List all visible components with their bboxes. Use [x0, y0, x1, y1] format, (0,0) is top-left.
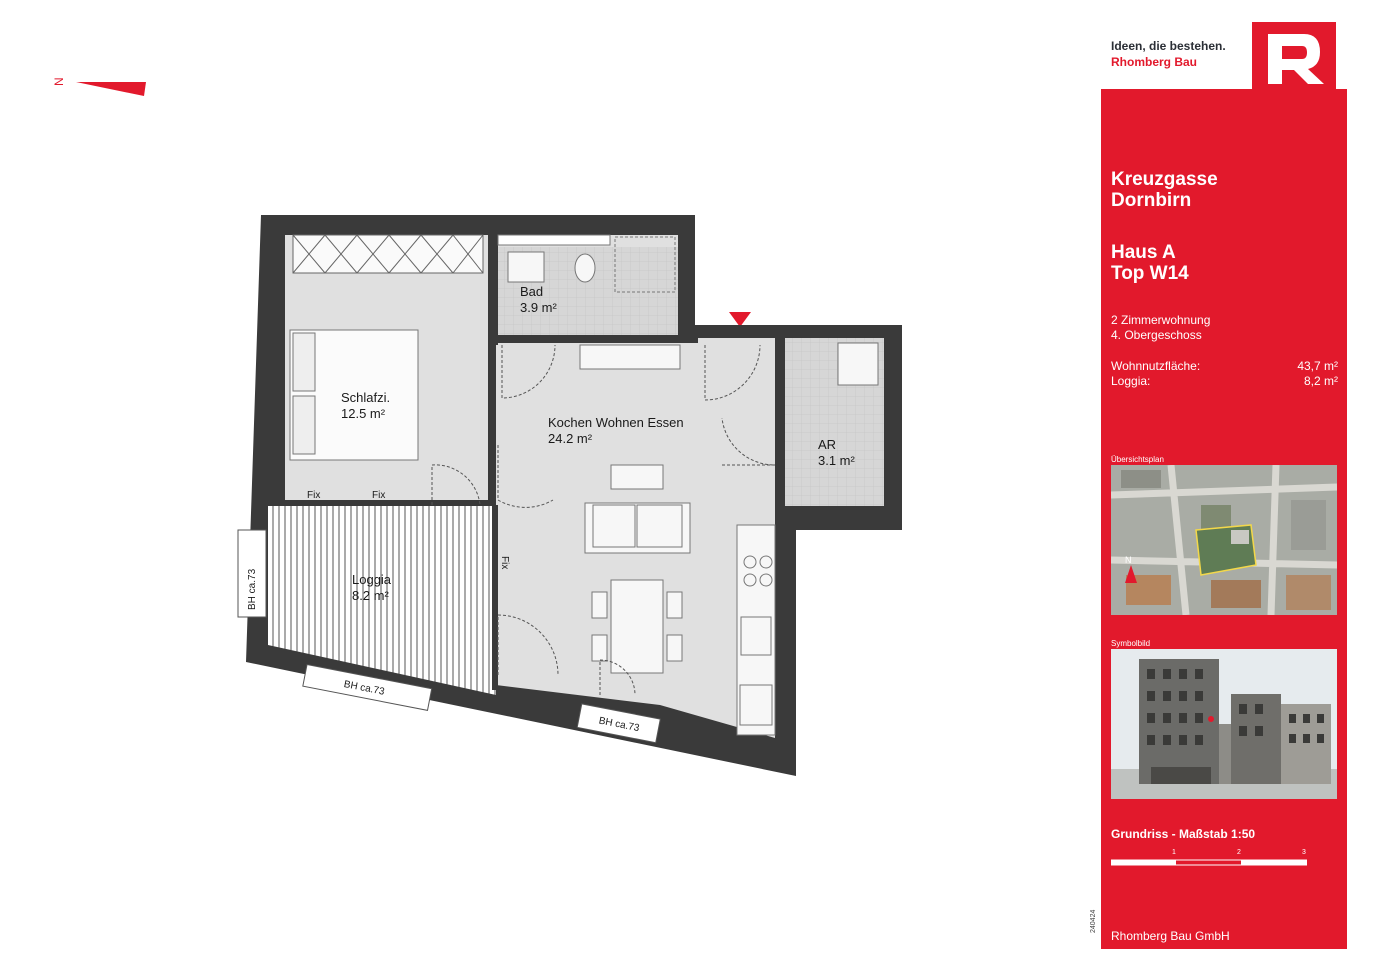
sideboard — [580, 345, 680, 369]
unit-type: 2 Zimmerwohnung — [1111, 313, 1211, 327]
unit-info — [1111, 313, 1210, 343]
sill-height-left: BH ca.73 — [247, 568, 258, 610]
building-rendering — [1111, 649, 1337, 799]
bedroom-area: 12.5 m² — [341, 406, 386, 421]
storage-area: 3.1 m² — [818, 453, 855, 468]
wall-bed-right — [488, 345, 496, 505]
unit-title — [1111, 242, 1189, 284]
living-name: Kochen Wohnen Essen — [548, 415, 684, 430]
loggia-area-row — [1111, 374, 1338, 389]
tagline-line1: Ideen, die bestehen. — [1111, 39, 1226, 53]
scale-title: Grundriss - Maßstab 1:50 — [1111, 827, 1256, 841]
overview-map — [1111, 465, 1337, 615]
north-arrow-icon — [52, 77, 146, 96]
wall-bath-left — [488, 235, 498, 345]
fix-label-1: Fix — [307, 490, 321, 501]
scale-tick-2: 2 — [1237, 849, 1241, 856]
fix-label-2: Fix — [372, 490, 386, 501]
scale-bar-graphic — [1111, 859, 1307, 867]
entrance-marker-icon — [729, 312, 751, 327]
project-title — [1111, 169, 1218, 211]
company-footer: Rhomberg Bau GmbH — [1111, 929, 1230, 943]
logo-mark — [1252, 22, 1336, 92]
bath-name: Bad — [520, 284, 544, 299]
storage-name: AR — [818, 437, 837, 452]
scale-tick-3: 3 — [1302, 849, 1306, 856]
kitchen-counter — [737, 525, 775, 735]
project-line1: Kreuzgasse — [1111, 169, 1218, 190]
overview-caption: Übersichtsplan — [1111, 455, 1164, 464]
living-area-row — [1111, 359, 1338, 374]
project-line2: Dornbirn — [1111, 190, 1192, 211]
tagline-line2: Rhomberg Bau — [1111, 55, 1198, 69]
living-area-value: 43,7 m² — [1297, 359, 1338, 373]
unit-house: Haus A — [1111, 242, 1176, 263]
storage-appliance — [838, 343, 878, 385]
building-rendering-image — [1111, 649, 1337, 799]
wall-loggia-right — [492, 505, 498, 690]
loggia-area-label: Loggia: — [1111, 374, 1151, 388]
wall-bath-bottom — [498, 335, 698, 343]
loggia-name: Loggia — [352, 572, 392, 587]
unit-floor: 4. Obergeschoss — [1111, 328, 1202, 342]
living-area-label: Wohnnutzfläche: — [1111, 359, 1201, 373]
sofa — [585, 503, 690, 553]
unit-top: Top W14 — [1111, 263, 1189, 284]
north-label: N — [52, 77, 66, 86]
window-left — [238, 530, 266, 617]
document-number: 240424 — [1090, 909, 1097, 933]
bath-area: 3.9 m² — [520, 300, 557, 315]
map-north-label: N — [1125, 555, 1132, 565]
bedroom-name: Schlafzi. — [341, 390, 391, 405]
scale-tick-1: 1 — [1172, 849, 1176, 856]
loggia-area: 8.2 m² — [352, 588, 389, 603]
sill-height-bottom-left: BH ca.73 — [342, 679, 386, 698]
living-area: 24.2 m² — [548, 431, 593, 446]
aerial-map-image — [1111, 465, 1337, 615]
wall-ar-left — [776, 338, 785, 408]
rendering-caption: Symbolbild — [1111, 639, 1151, 648]
scale-bar — [1111, 849, 1307, 869]
loggia-area-value: 8,2 m² — [1303, 374, 1338, 388]
brand-tagline — [1111, 38, 1226, 70]
logo-r-icon — [1252, 22, 1336, 92]
wall-ar-left-low — [776, 455, 785, 510]
fix-label-3: Fix — [499, 556, 510, 570]
sill-height-bottom-right: BH ca.73 — [597, 715, 641, 735]
info-panel — [1101, 89, 1347, 949]
wardrobe — [293, 235, 483, 273]
coffee-table — [611, 465, 663, 489]
